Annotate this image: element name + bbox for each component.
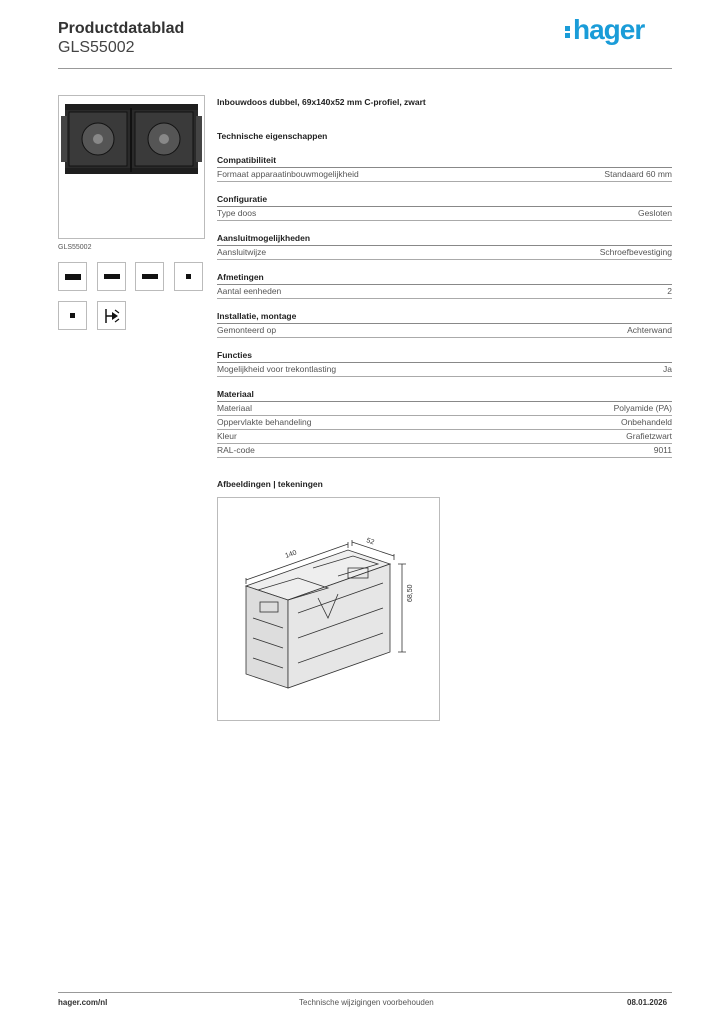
spec-label: Formaat apparaatinbouwmogelijkheid [217,169,359,179]
spec-row [217,285,672,299]
spec-value: 2 [667,286,672,296]
footer-date: 08.01.2026 [627,998,668,1007]
symbol-small-icon [174,262,203,291]
spec-value: Gesloten [637,208,672,218]
product-photo [58,95,205,239]
spec-group [217,232,672,260]
box-drawing-icon [218,498,439,720]
dim-width-label: 52 [365,537,375,547]
dim-height-label: 68,50 [407,584,414,602]
images-heading: Afbeeldingen | tekeningen [217,479,323,489]
spec-value: Standaard 60 mm [604,169,672,179]
spec-row [217,246,672,260]
symbol-wide-2-icon [135,262,164,291]
junction-box-photo-icon [59,96,204,238]
product-description: Inbouwdoos dubbel, 69x140x52 mm C-profiel, zwart [217,97,426,107]
tech-heading: Technische eigenschappen [217,131,328,141]
spec-value: Schroefbevestiging [599,247,672,257]
spec-row [217,207,672,221]
spec-row [217,444,672,458]
group-title: Afmetingen [217,271,672,285]
group-title: Configuratie [217,193,672,207]
group-title: Functies [217,349,672,363]
spec-label: RAL-code [217,445,255,455]
spec-group [217,154,672,182]
footer-divider [58,992,672,993]
spec-value: 9011 [653,445,672,455]
spec-group [217,388,672,458]
spec-row [217,416,672,430]
hager-logo[interactable] [565,14,644,46]
technical-drawing [217,497,440,721]
spec-label: Oppervlakte behandeling [217,417,312,427]
spec-row [217,324,672,338]
spec-table [217,154,672,469]
spec-value: Onbehandeld [620,417,672,427]
group-title: Aansluitmogelijkheden [217,232,672,246]
group-title: Compatibiliteit [217,154,672,168]
group-title: Installatie, montage [217,310,672,324]
symbol-double-wide-icon [58,262,87,291]
spec-label: Type doos [217,208,257,218]
spec-label: Materiaal [217,403,252,413]
spec-value: Polyamide (PA) [613,403,672,413]
spec-label: Mogelijkheid voor trekontlasting [217,364,337,374]
spec-value: Achterwand [627,325,672,335]
footer-website-link[interactable]: hager.com/nl [58,998,108,1007]
footer-notice: Technische wijzigingen voorbehouden [299,998,434,1007]
spec-row [217,363,672,377]
spec-label: Aantal eenheden [217,286,282,296]
symbol-dot-icon [58,301,87,330]
spec-row [217,430,672,444]
symbol-strain-relief-icon [97,301,126,330]
header-divider [58,68,672,69]
spec-group [217,193,672,221]
product-code: GLS55002 [58,39,135,56]
spec-group [217,349,672,377]
logo-dots-icon [565,24,571,40]
spec-label: Aansluitwijze [217,247,267,257]
spec-group [217,310,672,338]
photo-caption: GLS55002 [58,244,92,251]
spec-group [217,271,672,299]
dim-length-label: 140 [284,549,298,560]
spec-label: Gemonteerd op [217,325,277,335]
logo-text: hager [573,14,645,45]
page-title: Productdatablad [58,20,185,37]
spec-row [217,168,672,182]
spec-value: Ja [663,364,672,374]
spec-row [217,402,672,416]
spec-value: Grafietzwart [626,431,672,441]
group-title: Materiaal [217,388,672,402]
spec-label: Kleur [217,431,237,441]
symbol-wide-icon [97,262,126,291]
